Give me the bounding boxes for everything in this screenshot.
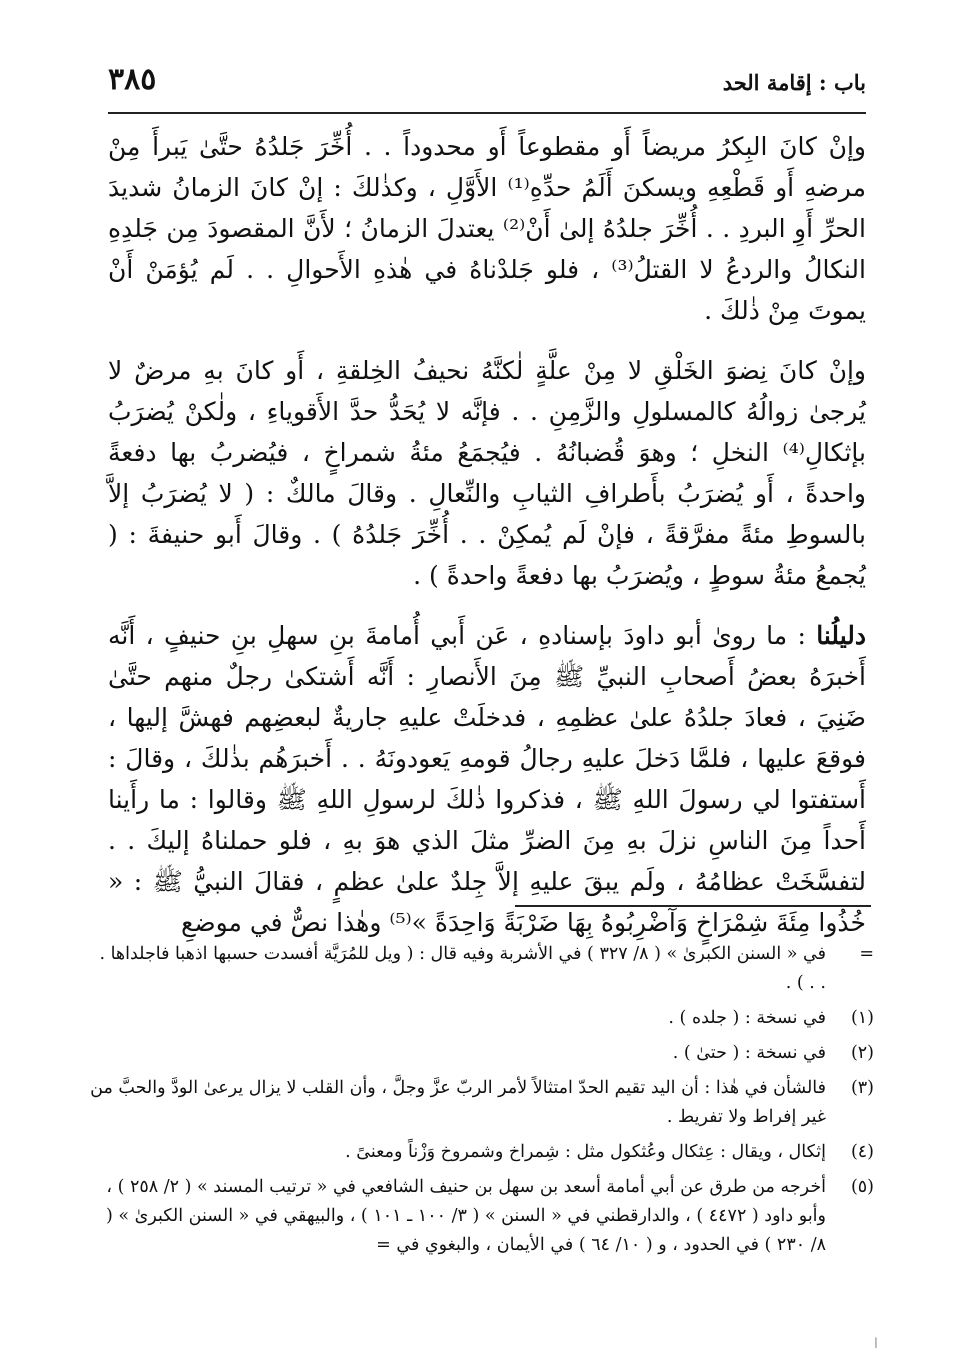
footnote: [90, 1039, 874, 1068]
header-divider: [108, 112, 866, 114]
footnote-number: (٤): [850, 1142, 874, 1162]
footnote-text: في نسخة : ( حتىٰ ) .: [672, 1043, 826, 1063]
footnote-number: (١): [850, 1008, 874, 1028]
footnote-text: في نسخة : ( جلده ) .: [668, 1008, 826, 1028]
footnote-divider: [515, 905, 871, 907]
paragraph-text: : ما روىٰ أبو داودَ بإسنادهِ ، عَن أَبي أُمامةَ بنِ سهلِ بنِ حنيفٍ ، أَنَّه أَخبرَهُ بعضُ أَصحابِ النبيِّ ﷺ مِنَ الأَنصارِ : أَنَّه أَشتكىٰ رجلٌ منهم حتَّىٰ ضَنِيَ ، فعادَ جلدُهُ علىٰ عظمِهِ ، فدخلَتْ عليهِ جاريةٌ لبعضِهم فهشَّ إليها ، فوقعَ عليها ، فلمَّا دَخلَ عليهِ رجالُ قومهِ يَعودونَهُ . . أَخبرَهُم بذٰلكَ ، وقالَ : أَستفتوا لي رسولَ اللهِ ﷺ ، فذكروا ذٰلكَ لرسولِ اللهِ ﷺ وقالوا : ما رأَينا أَحداً مِنَ الناسِ نزلَ بهِ مِنَ الضرِّ مثلَ الذي هوَ بهِ ، فلو حملناهُ إليكَ . . لتفسَّخَتْ عظامُهُ ، ولَم يبقَ عليهِ إلاَّ جِلدٌ علىٰ عظمٍ ، فقالَ النبيُّ ﷺ : « خُذُوا مِئَةَ شِمْرَاخٍ وَآضْرِبُوهُ بِهَا ضَرْبَةً وَاحِدَةً »⁽⁵⁾ وهٰذا نصٌّ في موضعِ: [108, 621, 866, 937]
footnote-text: في « السنن الكبرىٰ » ( ٨/ ٣٢٧ ) في الأشربة وفيه قال : ( ويل للمُرَيَّة أفسدت حسبها اذهبا فاجلداها . . . ) .: [99, 944, 826, 993]
footnote-text: أخرجه من طرق عن أبي أمامة أسعد بن سهل بن حنيف الشافعي في « ترتيب المسند » ( ٢/ ٢٥٨ ) ، وأبو داود ( ٤٤٧٢ ) ، والدارقطني في « السنن » ( ٣/ ١٠٠ ـ ١٠١ ) ، والبيهقي في « السنن الكبرىٰ » ( ٨/ ٢٣٠ ) في الحدود ، و ( ١٠/ ٦٤ ) في الأيمان ، والبغوي في =: [105, 1177, 826, 1255]
footnote: [90, 1004, 874, 1033]
footnote: [90, 940, 874, 998]
footnote: [90, 1074, 874, 1132]
footnote: [90, 1138, 874, 1167]
footnote-number: =: [859, 944, 874, 964]
chapter-title: باب : إقامة الحد: [722, 70, 866, 95]
main-text: [108, 126, 866, 962]
footnote-number: (٥): [850, 1177, 874, 1197]
footnote-number: (٢): [850, 1043, 874, 1063]
paragraph: [108, 350, 866, 596]
footnotes: [90, 940, 874, 1266]
paragraph-lead-word: دليلُنا: [816, 621, 866, 650]
footnote: [90, 1173, 874, 1260]
footnote-text: فالشأن في هٰذا : أن اليد تقيم الحدّ امتثالاً لأمر الربّ عزَّ وجلَّ ، وأن القلب لا يزال يرعىٰ الودَّ والحبَّ من غير إفراط ولا تفريط .: [90, 1078, 826, 1127]
paragraph: [108, 615, 866, 943]
footnote-text: إثكال ، ويقال : عِثكال وعُثكول مثل : شِمراخ وشمروخ وَزْناً ومعنىً .: [345, 1142, 826, 1162]
paragraph-text: وإنْ كانَ البِكرُ مريضاً أَو مقطوعاً أَو محدوداً . . أُخِّرَ جَلدُهُ حتَّىٰ يَبرأَ مِنْ مرضهِ أَو قَطْعِهِ ويسكنَ أَلَمُ حدِّهِ⁽¹⁾ الأَوَّلِ ، وكذٰلكَ : إنْ كانَ الزمانُ شديدَ الحرِّ أَوِ البردِ . . أُخِّرَ جلدُهُ إلىٰ أَنْ⁽²⁾ يعتدلَ الزمانُ ؛ لأَنَّ المقصودَ مِن جَلدِهِ النكالُ والردعُ لا القتلُ⁽³⁾ ، فلو جَلدْناهُ في هٰذهِ الأَحوالِ . . لَم يُؤمَنْ أَنْ يموتَ مِنْ ذٰلكَ .: [108, 132, 866, 325]
paragraph-text: وإنْ كانَ نِضوَ الخَلْقِ لا مِنْ علَّةٍ لٰكنَّهُ نحيفُ الخِلقةِ ، أَو كانَ بهِ مرضٌ لا يُرجىٰ زوالُهُ كالمسلولِ والزَّمِنِ . . فإنَّه لا يُحَدُّ حدَّ الأَقوياءِ ، ولٰكنْ يُضرَبُ بإثكالِ⁽⁴⁾ النخلِ ؛ وهوَ قُضبانُهُ . فيُجمَعُ مئةُ شمراخٍ ، فيُضربُ بها دفعةً واحدةً ، أَو يُضرَبُ بأَطرافِ الثيابِ والنِّعالِ . وقالَ مالكٌ : ( لا يُضرَبُ إلاَّ بالسوطِ مئةً مفرَّقةً ، فإنْ لَم يُمكِنْ . . أُخِّرَ جَلدُهُ ) . وقالَ أَبو حنيفةَ : ( يُجمعُ مئةُ سوطٍ ، ويُضرَبُ بها دفعةً واحدةً ) .: [108, 356, 866, 590]
scan-mark: ﺍ: [874, 1336, 878, 1352]
paragraph: [108, 126, 866, 331]
page-number: ٣٨٥: [108, 62, 157, 97]
running-header: [108, 62, 866, 108]
footnote-number: (٣): [850, 1078, 874, 1098]
